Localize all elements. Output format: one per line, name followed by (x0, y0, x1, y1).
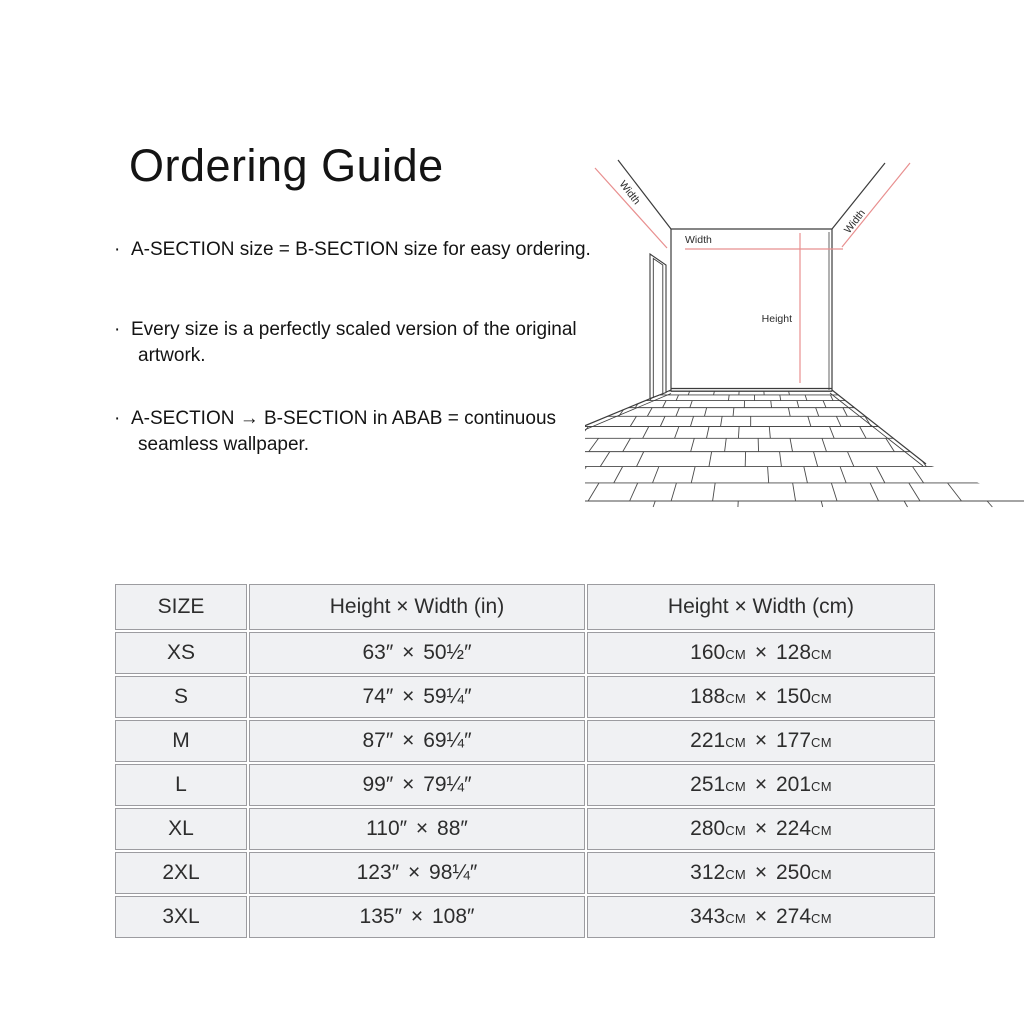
room-illustration (585, 0, 1024, 515)
inches-cell: 110″ × 88″ (249, 808, 585, 850)
floor-tiles (585, 391, 1024, 507)
inches-cell: 99″ × 79¼″ (249, 764, 585, 806)
size-table-body (115, 632, 935, 938)
note-line: artwork. (138, 345, 206, 366)
size-cell: S (115, 676, 247, 718)
note-line: Every size is a perfectly scaled version of the original (131, 319, 577, 340)
size-cell: XL (115, 808, 247, 850)
width-label-right: Width (841, 207, 868, 236)
ceiling-lines (618, 160, 885, 229)
size-table-row (115, 852, 935, 894)
cm-cell: 312CM × 250CM (587, 852, 935, 894)
header-size: SIZE (115, 584, 247, 630)
cm-cell: 343CM × 274CM (587, 896, 935, 938)
size-cell: 2XL (115, 852, 247, 894)
cm-cell: 160CM × 128CM (587, 632, 935, 674)
note-line: A-SECTION → B-SECTION in ABAB = continuous (131, 408, 557, 429)
size-cell: L (115, 764, 247, 806)
left-wall-baseboard (585, 394, 671, 434)
header-cm: Height × Width (cm) (587, 584, 935, 630)
width-line-left-ceiling (595, 168, 667, 248)
width-label-back-wall: Width (685, 234, 712, 246)
door (650, 254, 666, 399)
dimension-lines (595, 163, 910, 383)
bullet-dot: · (114, 408, 121, 429)
cm-cell: 280CM × 224CM (587, 808, 935, 850)
inches-cell: 74″ × 59¼″ (249, 676, 585, 718)
note-line: A-SECTION size = B-SECTION size for easy ordering. (131, 239, 591, 260)
size-cell: M (115, 720, 247, 762)
width-label-left: Width (616, 178, 643, 208)
door-outer-frame (650, 254, 666, 399)
size-table (113, 582, 937, 940)
size-table-row (115, 896, 935, 938)
inches-cell: 63″ × 50½″ (249, 632, 585, 674)
right-wall-base (832, 390, 926, 464)
inches-cell: 123″ × 98¼″ (249, 852, 585, 894)
bullet-dot: · (114, 239, 121, 260)
height-label-back-wall: Height (761, 313, 792, 325)
size-table-row (115, 632, 935, 674)
bullet-dot: · (114, 319, 121, 340)
right-wall-baseboard (830, 393, 923, 466)
size-table-row (115, 720, 935, 762)
size-table-header-row (115, 584, 935, 630)
page-title: Ordering Guide (129, 140, 444, 192)
cm-cell: 251CM × 201CM (587, 764, 935, 806)
size-table-row (115, 676, 935, 718)
size-table-row (115, 808, 935, 850)
size-table-row (115, 764, 935, 806)
note-line: seamless wallpaper. (138, 434, 310, 455)
inches-cell: 135″ × 108″ (249, 896, 585, 938)
size-cell: 3XL (115, 896, 247, 938)
size-cell: XS (115, 632, 247, 674)
room-illustration-svg (585, 0, 1024, 515)
header-inches: Height × Width (in) (249, 584, 585, 630)
cm-cell: 221CM × 177CM (587, 720, 935, 762)
inches-cell: 87″ × 69¼″ (249, 720, 585, 762)
cm-cell: 188CM × 150CM (587, 676, 935, 718)
